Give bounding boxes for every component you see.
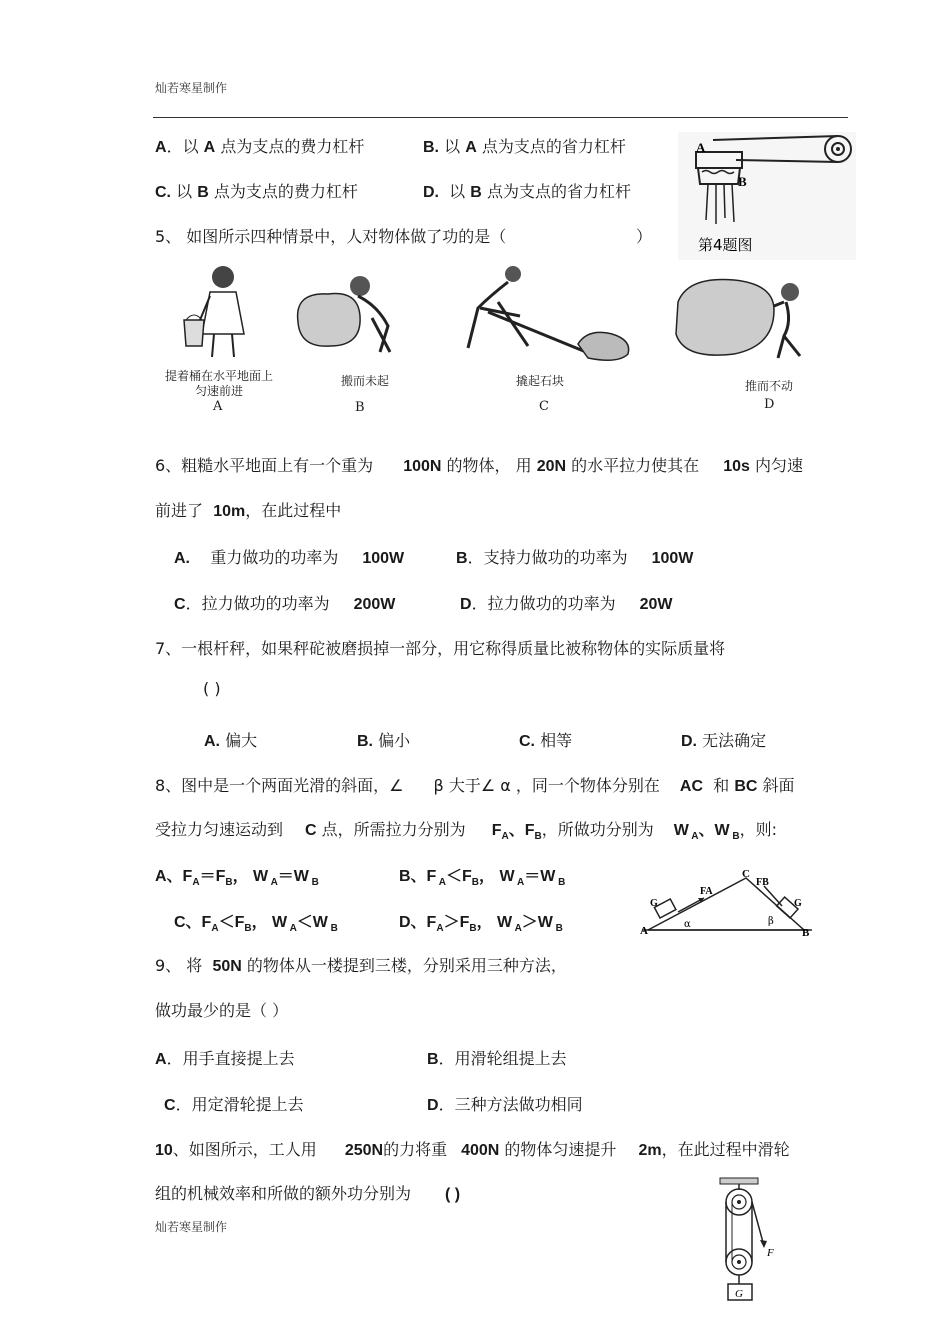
q5-caption-a: 提着桶在水平地面上匀速前进 [164,369,273,398]
q8-fig-label-b: B [802,927,810,939]
q8-fig-label-c: C [742,868,750,880]
q7-option-c: C. 相等 [519,731,573,750]
q4-option-d: D. 以 B 点为支点的省力杠杆 [423,182,631,201]
q4-fig-caption: 第4题图 [698,236,753,254]
q10-pulley-figure [712,1176,782,1306]
q9-stem-line1: 9、 将 50N 的物体从一楼提到三楼，分别采用三种方法， [155,956,567,975]
q8-fig-beta: β [768,916,774,927]
q10-stem-line1: 10、如图所示，工人用 250N的力将重 400N 的物体匀速提升 2m，在此过程中滑轮 [155,1140,790,1159]
q5-letter-d: D [764,397,775,412]
q4-fig-label-b: B [738,174,747,189]
q6-option-d: D．拉力做功的功率为 20W [460,594,673,613]
q8-option-a: A、$F_A=F_B$， W $_A$＝W $_B$ [155,868,319,889]
q8-option-d: D、$F_A>F_B$， W $_A$＞W $_B$ [399,914,563,935]
q6-option-b: B．支持力做功的功率为 100W [456,548,694,567]
q7-option-a: A. 偏大 [204,731,258,750]
q6-stem-line2: 前进了 10m，在此过程中 [155,501,342,520]
q5-figure-c [468,266,629,360]
q5-figure-b [298,276,390,352]
q6-option-c: C．拉力做功的功率为 200W [174,594,396,613]
q5-letter-b: B [355,400,365,415]
header-rule [153,117,848,118]
q4-figure [678,132,856,260]
q7-option-b: B. 偏小 [357,731,411,750]
q8-fig-label-fb: FB [756,877,769,888]
q8-option-b: B、F $_A<F_B$， W $_A$＝W $_B$ [399,868,566,889]
q5-caption-c: 撬起石块 [515,374,564,388]
q8-fig-label-fa: FA [700,886,713,897]
q10-stem-line2: 组的机械效率和所做的额外功分别为 ( ) [155,1184,461,1203]
q7-option-d: D. 无法确定 [681,731,767,750]
q5-stem: 5、 如图所示四种情景中，人对物体做了功的是（ [155,227,507,246]
q5-caption-d: 推而不动 [744,379,793,393]
q5-letter-a: A [213,399,223,414]
q8-fig-label-g1: G [650,898,658,909]
q8-incline-figure [640,868,815,940]
q9-option-d: D．三种方法做功相同 [427,1095,583,1114]
page-footer: 灿若寒星制作 [155,1220,228,1234]
q7-paren: ( ) [203,679,221,698]
q5-caption-b: 搬而未起 [340,374,389,388]
q8-stem-line1: 8、图中是一个两面光滑的斜面，∠ β 大于∠ α ，同一个物体分别在 AC 和 BC 斜面 [155,776,795,795]
q4-option-c: C. 以 B 点为支点的费力杠杆 [155,182,358,201]
q6-stem-line1: 6、粗糙水平地面上有一个重为 100N 的物体， 用 20N 的水平拉力使其在 10s 内匀速 [155,456,803,475]
q8-fig-alpha: α [684,919,691,930]
q9-option-a: A．用手直接提上去 [155,1049,295,1068]
q4-fig-label-a: A [696,140,706,155]
q5-figure-a [184,266,244,357]
q5-figure-d [676,279,800,358]
q8-fig-label-a: A [640,925,648,937]
q9-stem-line2: 做功最少的是（ ） [155,1001,289,1020]
q8-stem-line2: 受拉力匀速运动到 C 点，所需拉力分别为 $F_A$、$F_B$，所做功分别为 W $_A$、W $_B$，则: [155,820,777,843]
q6-option-a: A. 重力做功的功率为 100W [174,548,405,567]
q10-fig-label-f: F [767,1247,774,1259]
q4-option-a: A．以 A 点为支点的费力杠杆 [155,137,365,156]
q5-paren-close: ） [636,227,653,246]
q10-fig-label-g: G [735,1288,743,1300]
q9-option-c: C．用定滑轮提上去 [164,1095,304,1114]
q8-option-c: C、$F_A<F_B$， W $_A$＜W $_B$ [174,914,338,935]
q8-fig-label-g2: G [794,898,802,909]
q9-option-b: B．用滑轮组提上去 [427,1049,567,1068]
page-header: 灿若寒星制作 [155,81,228,95]
q4-option-b: B. 以 A 点为支点的省力杠杆 [423,137,626,156]
q7-stem: 7、一根杆秤，如果秤砣被磨损掉一部分，用它称得质量比被称物体的实际质量将 [155,639,726,658]
q5-letter-c: C [539,399,549,414]
